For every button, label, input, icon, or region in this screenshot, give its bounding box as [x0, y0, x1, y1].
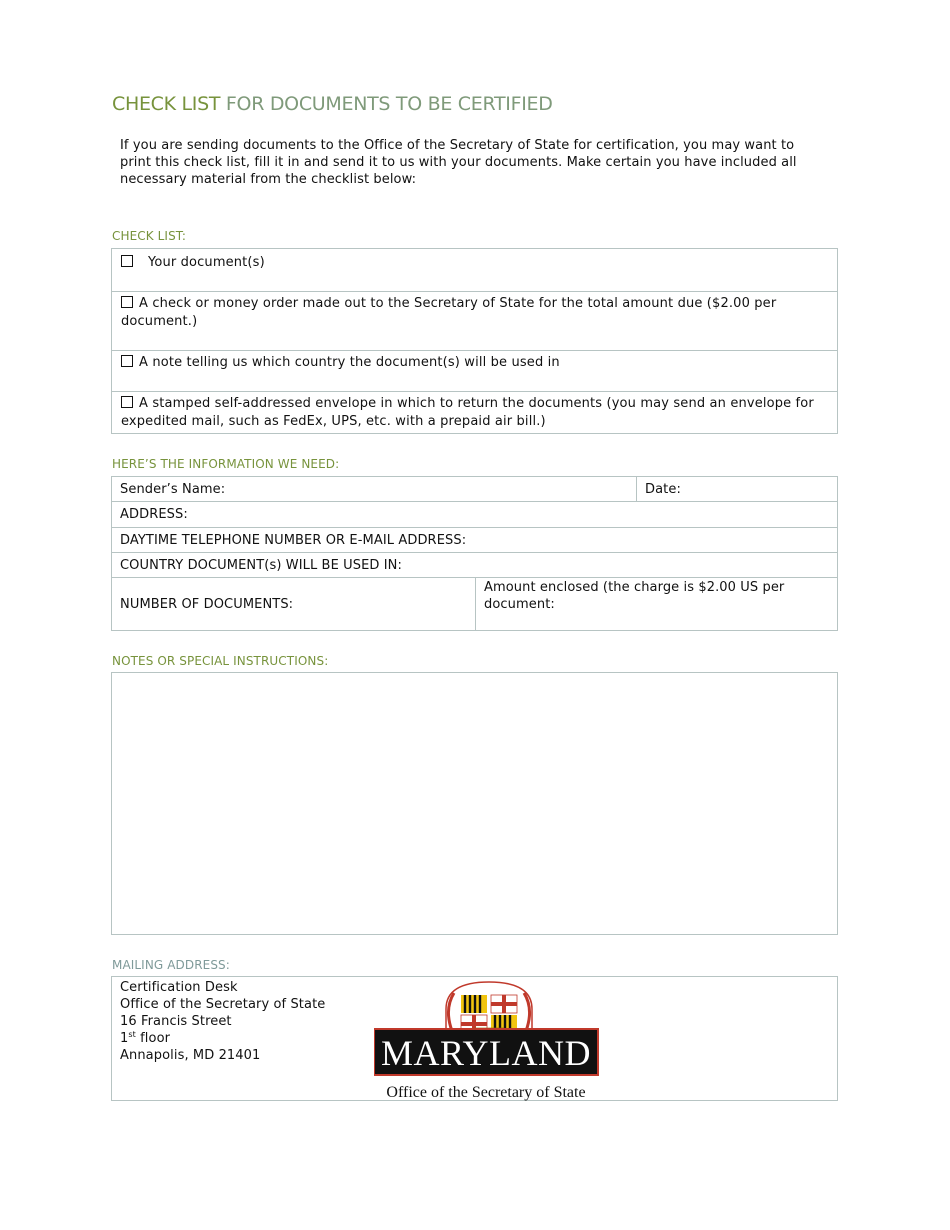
checklist-item — [112, 392, 837, 434]
phone-row — [112, 528, 837, 553]
checklist-item-text: A stamped self-addressed envelope in which to return the documents (you may send an envelope for expedited mail, such as FedEx, UPS, etc. with a prepaid air bill.) — [121, 396, 814, 429]
notes-field[interactable] — [111, 672, 838, 935]
phone-email-label: DAYTIME TELEPHONE NUMBER OR E-MAIL ADDRESS: — [120, 532, 467, 548]
country-label: COUNTRY DOCUMENT(s) WILL BE USED IN: — [120, 557, 402, 573]
checkbox[interactable] — [121, 396, 133, 408]
checklist-item — [112, 249, 837, 292]
checkbox[interactable] — [121, 255, 133, 267]
date-label: Date: — [645, 481, 681, 497]
checkbox[interactable] — [121, 355, 133, 367]
address-line: Office of the Secretary of State — [120, 997, 326, 1012]
country-field[interactable] — [112, 553, 837, 577]
mailing-label: MAILING ADDRESS: — [112, 958, 230, 972]
address-line: Annapolis, MD 21401 — [120, 1048, 261, 1063]
senders-name-label: Sender’s Name: — [120, 481, 226, 497]
maryland-logo — [374, 979, 604, 1103]
checklist-item-text: A check or money order made out to the Secretary of State for the total amount due ($2.00 per document.) — [121, 296, 777, 329]
num-documents-label: NUMBER OF DOCUMENTS: — [120, 597, 294, 612]
address-row — [112, 502, 837, 528]
info-label: HERE’S THE INFORMATION WE NEED: — [112, 457, 340, 471]
logo-subtitle: Office of the Secretary of State — [386, 1084, 586, 1101]
amount-enclosed-label: Amount enclosed (the charge is $2.00 US per document: — [484, 580, 785, 612]
checklist-item — [112, 292, 837, 351]
sender-row — [112, 477, 837, 502]
checkbox[interactable] — [121, 296, 133, 308]
senders-name-field[interactable] — [112, 477, 636, 501]
title-checklist: CHECK LIST — [112, 93, 221, 115]
documents-row — [112, 578, 837, 631]
logo-name: MARYLAND — [380, 1033, 592, 1073]
address-line: 16 Francis Street — [120, 1014, 232, 1029]
checklist-label: CHECK LIST: — [112, 229, 187, 243]
num-documents-field[interactable] — [112, 578, 475, 631]
info-form — [111, 476, 838, 631]
address-line: Certification Desk — [120, 980, 238, 995]
address-label: ADDRESS: — [120, 507, 188, 522]
amount-enclosed-field[interactable] — [476, 578, 837, 631]
checklist-item-text: A note telling us which country the document(s) will be used in — [139, 355, 560, 370]
intro-paragraph: If you are sending documents to the Office of the Secretary of State for certification, you may want to print this check list, fill it in and send it to us with your documents. Make certain you have included all necessary material from the checklist below: — [120, 138, 797, 187]
country-row — [112, 553, 837, 578]
page-title — [112, 93, 553, 115]
notes-label: NOTES OR SPECIAL INSTRUCTIONS: — [112, 654, 329, 668]
phone-email-field[interactable] — [112, 528, 837, 552]
checklist-item — [112, 351, 837, 392]
maryland-seal-icon — [374, 979, 604, 1103]
title-rest: FOR DOCUMENTS TO BE CERTIFIED — [220, 93, 553, 115]
mailing-address — [120, 979, 325, 1064]
address-field[interactable] — [112, 502, 837, 527]
mailing-box — [111, 976, 838, 1101]
checklist-item-text: Your document(s) — [148, 255, 265, 270]
address-line-floor: 1st floor — [120, 1030, 171, 1046]
checklist-box — [111, 248, 838, 434]
date-field[interactable] — [637, 477, 837, 501]
